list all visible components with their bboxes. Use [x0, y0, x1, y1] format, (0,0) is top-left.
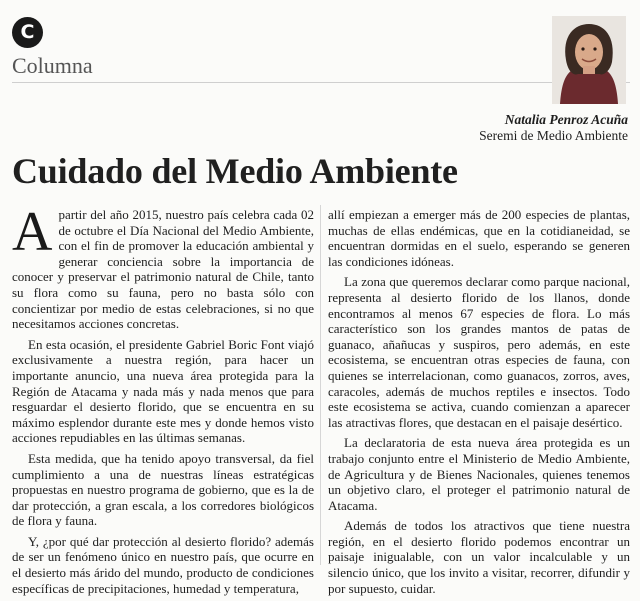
- author-role: Seremi de Medio Ambiente: [479, 128, 628, 143]
- paragraph: Además de todos los atractivos que tiene nuestra región, en el desierto florido podemos encontrar un paisaje inigualable, con un valor incalculable y un silencio único, que los invito a visitar, recorrer, difundir y por supuesto, cuidar.: [328, 518, 630, 596]
- author-name: Natalia Penroz Acuña: [504, 112, 628, 127]
- paragraph: En esta ocasión, el presidente Gabriel Boric Font viajó exclusivamente a nuestra región, para hacer un importante anuncio, una nueva área protegida para la Región de Atacama y nada más y nada menos que para resguardar el desierto florido, que se encuentra en su máximo esplendor durante este mes y donde hemos visto acciones repudiables en las últimas semanas.: [12, 336, 314, 446]
- paragraph: Esta medida, que ha tenido apoyo transversal, da fiel cumplimiento a una de nuestras líneas estratégicas propuestas en nuestro programa de gobierno, que es la de dar protección, a gran escala, a los corredores biológicos de flora y fauna.: [12, 450, 314, 529]
- author-photo: [552, 16, 626, 104]
- article-title: Cuidado del Medio Ambiente: [12, 151, 458, 191]
- author-byline: [479, 112, 628, 144]
- paragraph: Apartir del año 2015, nuestro país celebra cada 02 de octubre el Día Nacional del Medio Ambiente, con el fin de promover la educación ambiental y generar conciencia sobre la importancia de conocer y preservar el patrimonio natural de Chile, tanto su flora como su fauna, pero no basta sólo con concientizar por medio de estas celebraciones, si no que necesitamos acciones concretas.: [12, 201, 314, 332]
- paragraph: allí empiezan a emerger más de 200 especies de plantas, muchas de ellas endémicas, que en la cotidianeidad, se encuentran dormidas en el suelo, esperando se generen las condiciones idóneas.: [328, 207, 630, 269]
- paragraph: Y, ¿por qué dar protección al desierto florido? además de ser un fenómeno único en nuestro país, que ocurre en el desierto más árido del mundo, producto de condiciones específicas de precipitaciones, humedad y temperatura,: [12, 533, 314, 596]
- section-label: Columna: [12, 53, 93, 78]
- article-column-2: [328, 207, 630, 601]
- header-rule: [12, 82, 630, 83]
- drop-cap: A: [12, 201, 53, 263]
- paragraph: La zona que queremos declarar como parque nacional, representa al desierto florido de los llanos, donde encontramos al menos 67 especies de flora. Lo más característico son los grandes mantos de patas de guanaco, añañucas y suspiros, pero además, en este ecosistema, se encuentran otras especies de fauna, con quienes se interrelacionan, como guanacos, zorros, aves, caracoles, además de muchos reptiles e insectos. Todo este ecosistema se activa, cuando comienzan a aparecer las atractivas flores, que destacan en el paisaje desértico.: [328, 274, 630, 430]
- column-divider: [320, 205, 321, 565]
- paragraph: La declaratoria de esta nueva área protegida es un trabajo conjunto entre el Ministerio de Medio Ambiente, de Agricultura y de Bienes Nacionales, quienes tenemos un objetivo claro, el proteger el patrimonio natural de Atacama.: [328, 435, 630, 513]
- article-column-1: [12, 201, 314, 601]
- column-badge: C: [12, 17, 43, 48]
